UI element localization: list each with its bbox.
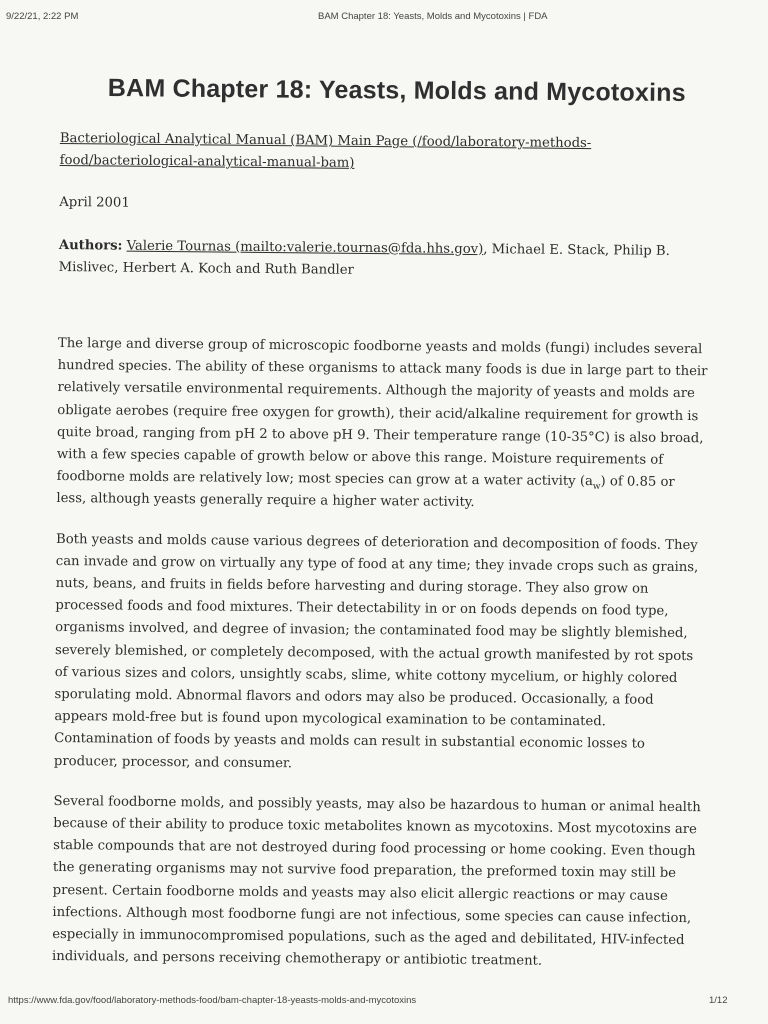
author-email-link[interactable]: Valerie Tournas (mailto:valerie.tournas@fda.hhs.gov) [126, 238, 484, 257]
deterioration-paragraph: Both yeasts and molds cause various degrees of deterioration and decomposition of foods. They can invade and grow on virtually any type of food at any time; they invade crops such as grains, nuts, beans, and fruits in fields before harvesting and during storage. They also grow on processed foods and food mixtures. Their detectability in or on foods depends on food type, organisms involved, and degree of invasion; the contaminated food may be slightly blemished, severely blemished, or completely decomposed, with the actual growth manifested by rot spots of various sizes and colors, unsightly scabs, slime, white cottony mycelium, or highly colored sporulating mold. Abnormal flavors and odors may also be produced. Occasionally, a food appears mold-free but is found upon mycological examination to be contaminated. Contamination of foods by yeasts and molds can result in substantial economic losses to producer, processor, and consumer. [53, 531, 699, 771]
page-url: https://www.fda.gov/food/laboratory-methods-food/bam-chapter-18-yeasts-molds-and-mycotoxins [8, 995, 417, 1006]
mycotoxins-paragraph: Several foodborne molds, and possibly yeasts, may also be hazardous to human or animal health because of their ability to produce toxic metabolites known as mycotoxins. Most mycotoxins are stable compounds that are not destroyed during food processing or home cooking. Even though the generating organisms may not survive food preparation, the preformed toxin may still be present. Certain foodborne molds and yeasts may also elicit allergic reactions or may cause infections. Although most foodborne fungi are not infectious, some species can cause infection, especially in immunocompromised populations, such as the aged and debilitated, HIV-infected individuals, and persons receiving chemotherapy or antibiotic treatment. [51, 793, 701, 969]
authors-label: Authors: [58, 237, 123, 254]
main-page-paragraph [60, 128, 710, 179]
water-activity-subscript: w [592, 482, 601, 493]
document-body [52, 128, 710, 975]
bam-main-page-link[interactable]: Bacteriological Analytical Manual (BAM) Main Page (/food/laboratory-methods-food/bacteriological-analytical-manual-bam) [59, 130, 592, 172]
other-authors: , Michael E. Stack, Philip B. Mislivec, Herbert A. Koch and Ruth Bandler [58, 241, 670, 278]
authors-line [59, 235, 709, 286]
page-number: 1/12 [709, 995, 728, 1006]
print-header [0, 11, 768, 27]
intro-text-part-1: The large and diverse group of microscopic foodborne yeasts and molds (fungi) includes several hundred species. The ability of these organisms to attack many foods is due in large part to their relatively versatile environmental requirements. Although the majority of yeasts and molds are obligate aerobes (require free oxygen for growth), their acid/alkaline requirement for growth is quite broad, ranging from pH 2 to above pH 9. Their temperature range (10-35°C) is also broad, with a few species capable of growth below or above this range. Moisture requirements of foodborne molds are relatively low; most species can grow at a water activity (a [56, 336, 708, 490]
print-page-title: BAM Chapter 18: Yeasts, Molds and Mycotoxins | FDA [318, 11, 548, 22]
print-timestamp: 9/22/21, 2:22 PM [6, 11, 79, 22]
intro-paragraph [56, 333, 708, 517]
publication-date: April 2001 [59, 195, 130, 212]
intro-text-part-2: ) of 0.85 or less, although yeasts generally require a higher water activity. [56, 474, 675, 511]
page-title: BAM Chapter 18: Yeasts, Molds and Mycotoxins [107, 74, 686, 108]
